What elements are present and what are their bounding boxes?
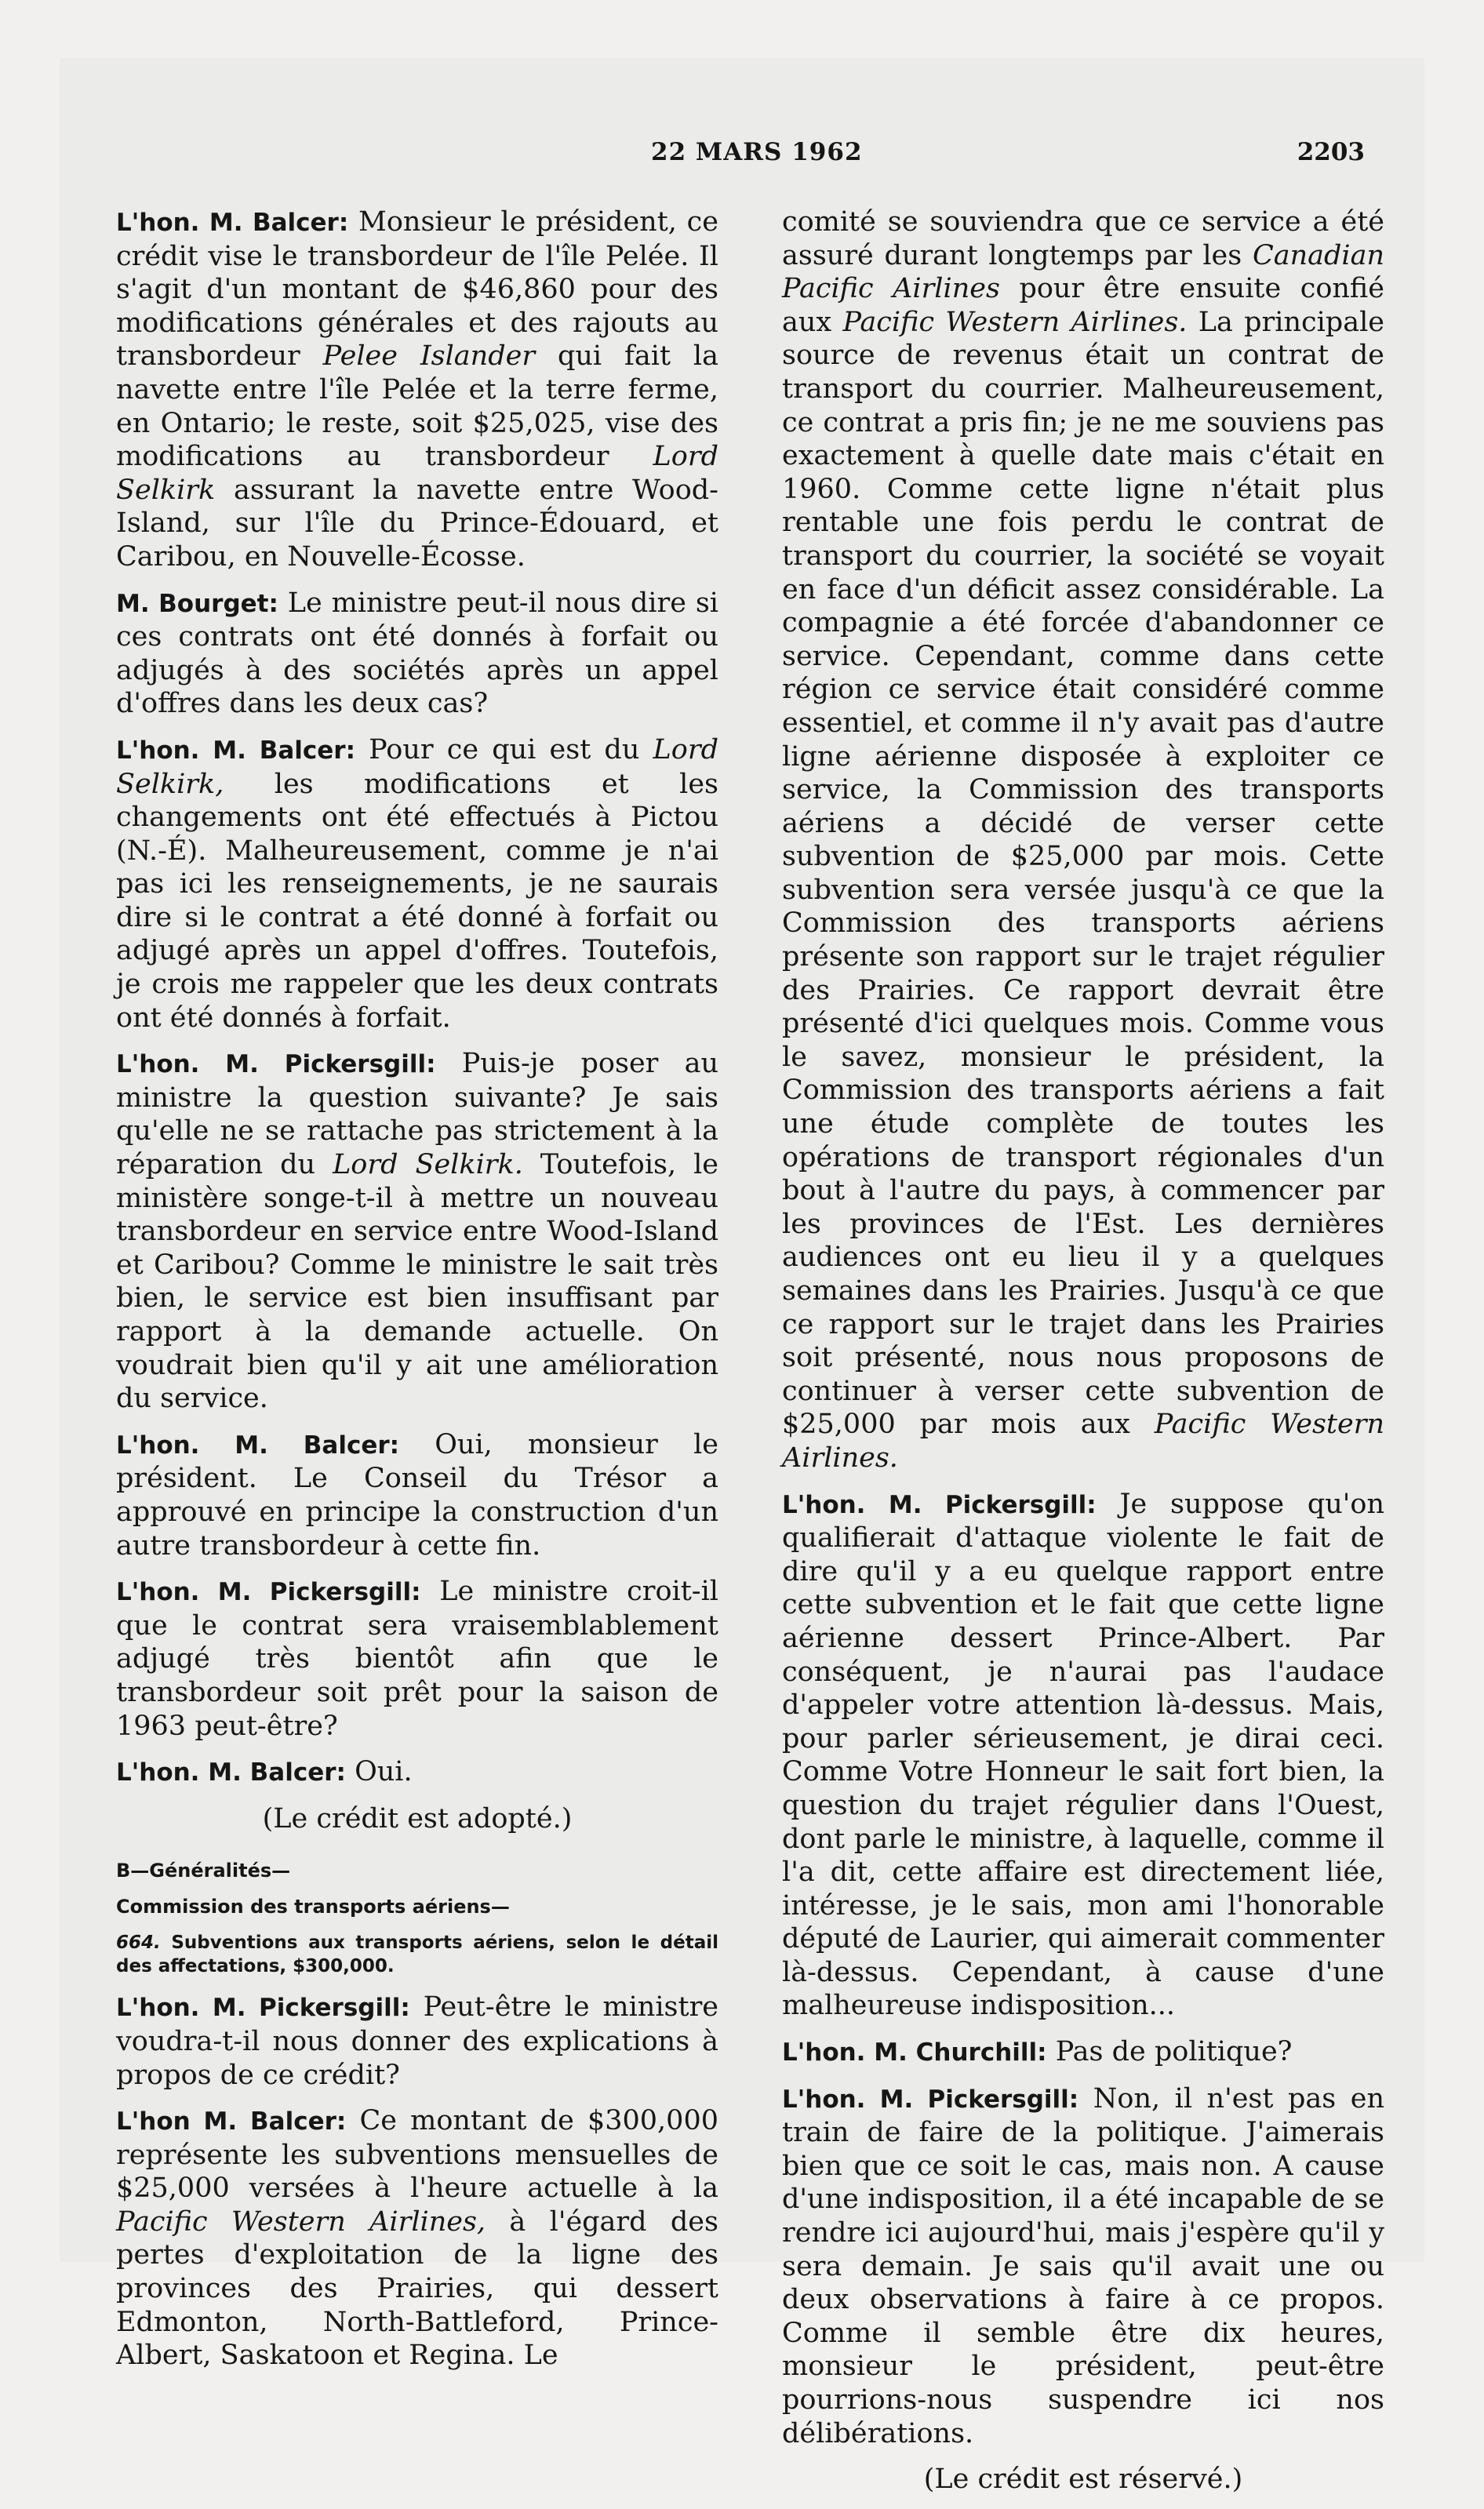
paragraph [116, 2104, 718, 2373]
paragraph [116, 587, 718, 721]
speaker-name: L'hon. M. Churchill: [782, 2038, 1047, 2067]
paragraph [782, 2463, 1384, 2496]
paragraph [116, 1047, 718, 1416]
speaker-name: L'hon. M. Pickersgill: [782, 1490, 1097, 1519]
body-text: qui fait la navette entre l'île Pelée et la terre ferme, en Ontario; le reste, soit $25,025, vise des modifications au transbordeur [116, 340, 718, 473]
left-column-paragraphs [116, 205, 718, 1835]
speaker-name: M. Bourget: [116, 589, 278, 618]
body-text: Toutefois, le ministère songe-t-il à mettre un nouveau transbordeur en service entre Wood-Island et Caribou? Comme le ministre le sait très bien, le service est bien insuffisant par rapport à la demande actuelle. On voudrait bien qu'il y ait une amélioration du service. [116, 1149, 718, 1415]
body-text: Pour ce qui est du [355, 733, 653, 765]
body-text: Le ministre croit-il que le contrat sera vraisemblablement adjugé très bientôt afin que le transbordeur soit prêt pour la saison de 1963 peut-être? [116, 1576, 719, 1742]
body-text: les modifications et les changements ont été effectués à Pictou (N.-É). Malheureusement, comme je n'ai pas ici les renseignements, je ne saurais dire si le contrat a été donné à forfait ou adjugé après un appel d'offres. Toutefois, je crois me rappeler que les deux contrats ont été donnés à forfait. [116, 768, 718, 1034]
vote-item-text: Subventions aux transports aériens, selon le détail des affectations, $300,000. [116, 1933, 718, 1977]
body-text: Peut-être le ministre voudra-t-il nous donner des explications à propos de ce crédit? [116, 1991, 719, 2091]
body-text: à l'égard des pertes d'exploitation de la ligne des provinces des Prairies, qui dessert Edmonton, North-Battleford, Prince-Albert, Saskatoon et Regina. Le [116, 2205, 718, 2372]
speaker-name: L'hon. M. Balcer: [116, 209, 349, 237]
body-text: pour être ensuite confié aux [782, 273, 1384, 338]
speaker-name: L'hon. M. Balcer: [116, 1431, 400, 1460]
vote-item [116, 1931, 718, 1978]
speaker-name: L'hon. M. Balcer: [116, 1758, 346, 1787]
paragraph [782, 205, 1384, 1475]
paragraph [116, 1575, 718, 1743]
paragraph [116, 1755, 718, 1790]
paragraph [782, 2082, 1384, 2451]
speaker-name: L'hon. M. Balcer: [116, 736, 355, 765]
italic-text: Lord Selkirk [116, 441, 718, 506]
paragraph [116, 1802, 718, 1836]
speaker-name: L'hon. M. Pickersgill: [116, 1994, 410, 2023]
body-text: Le ministre peut-il nous dire si ces contrats ont été donnés à forfait ou adjugés à des sociétés après un appel d'offres dans les deux cas? [116, 587, 718, 720]
speaker-name: L'hon M. Balcer: [116, 2107, 347, 2136]
paragraph [782, 1488, 1384, 2024]
body-text: Oui, monsieur le président. Le Conseil du Trésor a approuvé en principe la construction d'un autre transbordeur à cette fin. [116, 1428, 718, 1562]
speaker-name: L'hon. M. Pickersgill: [782, 2085, 1079, 2114]
body-text: La principale source de revenus était un contrat de transport du courrier. Malheureusement, ce contrat a pris fin; je ne me souviens pas exactement à quelle date mais c'était en 1960. Comme cette ligne n'était plus rentable une fois perdu le contrat de transport du courrier, la société se voyait en face d'un déficit assez considérable. La compagnie a été forcée d'abandonner ce service. Cependant, comme dans cette région ce service était considéré comme essentiel, et comme il n'y avait pas d'autre ligne aérienne disposée à exploiter ce service, la Commission des transports aériens a décidé de verser cette subvention de $25,000 par mois. Cette subvention sera versée jusqu'à ce que la Commission des transports aériens présente son rapport sur le trajet régulier des Prairies. Ce rapport devrait être présenté d'ici quelques mois. Comme vous le savez, monsieur le président, la Commission des transports aériens a fait une étude complète de toutes les opérations de transport régionales d'un bout à l'autre du pays, à commencer par les provinces de l'Est. Les dernières audiences ont eu lieu il y a quelques semaines dans les Prairies. Jusqu'à ce que ce rapport sur le trajet dans les Prairies soit présenté, nous nous proposons de continuer à verser cette subvention de $25,000 par mois aux [782, 306, 1384, 1441]
body-text: Pas de politique? [1046, 2036, 1293, 2068]
body-text: Ce montant de $300,000 représente les subventions mensuelles de $25,000 versées à l'heure actuelle à la [116, 2105, 718, 2205]
body-text: comité se souviendra que ce service a été assuré durant longtemps par les [782, 206, 1384, 271]
left-column-paragraphs-after [116, 1991, 718, 2373]
paragraph [116, 1428, 718, 1562]
body-text: Puis-je poser au ministre la question suivante? Je sais qu'elle ne se rattache pas strictement à la réparation du [116, 1048, 718, 1181]
body-text: Je suppose qu'on qualifierait d'attaque violente le fait de dire qu'il y a eu quelque rapport entre cette subvention et le fait que cette ligne aérienne dessert Prince-Albert. Par conséquent, je n'aurai pas l'audace d'appeler votre attention là-dessus. Mais, pour parler sérieusement, je dirai ceci. Comme Votre Honneur le sait fort bien, la question du trajet régulier dans l'Ouest, dont parle le ministre, à laquelle, comme il l'a dit, cette affaire est directement liée, intéresse, je le sais, mon ami l'honorable député de Laurier, qui aimerait commenter là-dessus. Cependant, à cause d'une malheureuse indisposition... [782, 1488, 1384, 2022]
section-heading: B—Généralités— [116, 1860, 291, 1882]
body-text: (Le crédit est adopté.) [262, 1802, 573, 1834]
right-column-paragraphs [782, 205, 1384, 2496]
italic-text: Lord Selkirk, [116, 733, 718, 800]
speaker-name: L'hon. M. Pickersgill: [116, 1050, 436, 1079]
body-text: assurant la navette entre Wood-Island, sur l'île du Prince-Édouard, et Caribou, en Nouvelle-Écosse. [116, 474, 718, 573]
italic-text: Canadian Pacific Airlines [782, 239, 1384, 305]
italic-text: Pacific Western Airlines. [842, 306, 1188, 338]
subsection-heading: Commission des transports aériens— [116, 1896, 510, 1918]
vote-item-number: 664. [116, 1933, 161, 1954]
left-column [116, 205, 718, 2385]
body-text: (Le crédit est réservé.) [923, 2464, 1243, 2496]
paragraph [782, 2035, 1384, 2070]
speaker-name: L'hon. M. Pickersgill: [116, 1578, 421, 1607]
italic-text: Pelee Islander [322, 340, 536, 373]
italic-text: Pacific Western Airlines. [782, 1409, 1384, 1474]
body-text: Monsieur le président, ce crédit vise le transbordeur de l'île Pelée. Il s'agit d'un montant de $46,860 pour des modifications générales et des rajouts au transbordeur [116, 206, 718, 373]
body-text: Oui. [345, 1756, 413, 1788]
paragraph [116, 1991, 718, 2092]
right-column [782, 205, 1384, 2509]
page-header [118, 138, 1365, 177]
page-number: 2203 [1297, 138, 1365, 166]
paragraph [116, 733, 718, 1035]
page-date: 22 MARS 1962 [651, 138, 863, 166]
italic-text: Lord Selkirk. [333, 1149, 523, 1181]
body-text: Non, il n'est pas en train de faire de la politique. J'aimerais bien que ce soit le cas, mais non. A cause d'une indisposition, il a été incapable de se rendre ici aujourd'hui, mais j'espère qu'il y sera demain. Je sais qu'il avait une ou deux observations à faire à ce propos. Comme il semble être dix heures, monsieur le président, peut-être pourrions-nous suspendre ici nos délibérations. [782, 2082, 1384, 2449]
paragraph [116, 205, 718, 574]
italic-text: Pacific Western Airlines, [116, 2205, 486, 2238]
